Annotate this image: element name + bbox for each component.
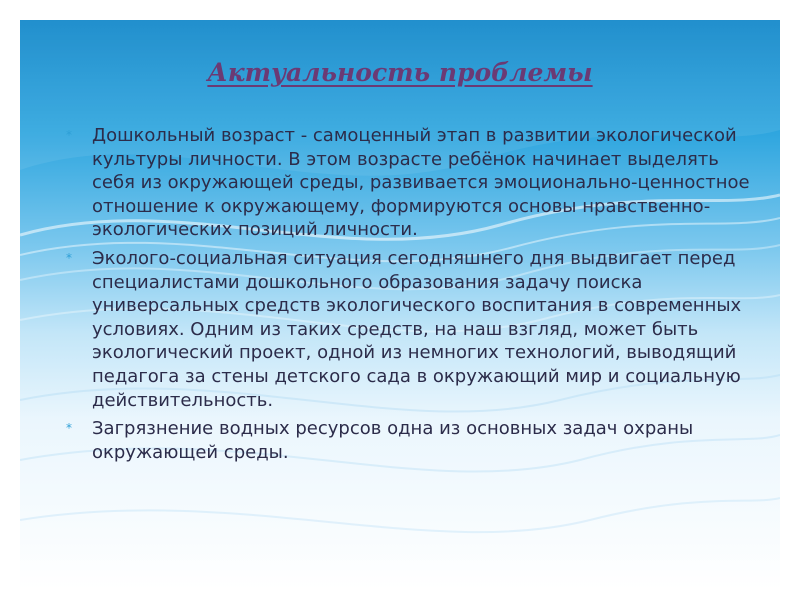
asterisk-bullet-icon: *: [66, 128, 72, 142]
bullet-text: Загрязнение водных ресурсов одна из основных задач охраны окружающей среды.: [92, 418, 694, 463]
bullet-item: [66, 417, 760, 464]
bullet-item: [66, 124, 760, 242]
asterisk-bullet-icon: *: [66, 250, 72, 265]
bullet-item: [66, 247, 760, 412]
asterisk-bullet-icon: *: [66, 421, 72, 436]
bullet-text: Дошкольный возраст - самоценный этап в развитии экологической культуры личности. В этом возрасте ребёнок начинает выделять себя из окружающей среды, развивается эмоционально-ценностное отношение к окружающему, формируются основы нравственно-экологических позиций личности.: [92, 125, 750, 241]
slide-title: Актуальность проблемы: [207, 58, 593, 87]
bullet-list: [66, 124, 760, 469]
bullet-text: Эколого-социальная ситуация сегодняшнего дня выдвигает перед специалистами дошкольного образования задачу поиска универсальных средств экологического воспитания в современных условиях. Одним из таких средств, на наш взгляд, может быть экологический проект, одной из немногих технологий, выводящий педагога за стены детского сада в окружающий мир и социальную действительность.: [92, 247, 742, 411]
